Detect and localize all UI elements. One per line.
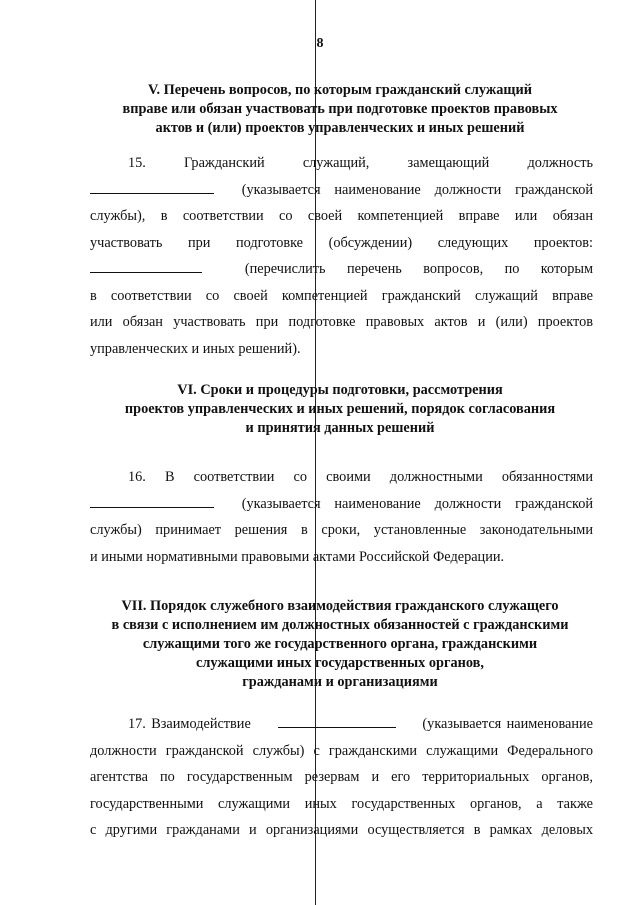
text-segment: (перечислить перечень вопросов, по которым	[244, 261, 593, 277]
heading-line: вправе или обязан участвовать при подготовке проектов правовых	[122, 101, 558, 117]
blank-field	[90, 493, 214, 508]
text-line: участвовать при подготовке (обсуждении) следующих проектов:	[90, 234, 593, 251]
heading-line: VI. Сроки и процедуры подготовки, рассмотрения	[177, 382, 503, 398]
text-line: или обязан участвовать при подготовке правовых актов и (или) проектов	[90, 314, 593, 330]
blank-field	[278, 713, 396, 728]
text-segment: (указывается наименование должности гражданской	[241, 495, 593, 512]
text-line: службы), в соответствии со своей компетенцией вправе или обязан	[90, 208, 593, 224]
heading-line: VII. Порядок служебного взаимодействия гражданского служащего	[121, 598, 559, 614]
text-segment: (указывается наименование	[422, 716, 593, 732]
section-6-heading	[80, 381, 600, 438]
heading-line: служащими иных государственных органов,	[196, 655, 484, 671]
text-line	[90, 491, 593, 518]
heading-line: актов и (или) проектов управленческих и иных решений	[155, 120, 525, 136]
text-line	[90, 177, 593, 204]
text-segment: (указывается наименование должности гражданской	[241, 181, 593, 198]
text-line: должности гражданской службы) с гражданскими служащими Федерального	[90, 742, 593, 759]
section-7-heading	[80, 597, 600, 692]
paragraph-17	[90, 711, 593, 844]
text-segment: 17. Взаимодействие	[128, 716, 251, 732]
heading-line: гражданами и организациями	[242, 674, 438, 690]
page-number: 8	[316, 36, 324, 51]
blank-field	[90, 179, 214, 194]
text-line: и иными нормативными правовыми актами Российской Федерации.	[90, 548, 505, 565]
section-5-heading	[80, 81, 600, 138]
text-line: агентства по государственным резервам и его территориальных органов,	[90, 769, 593, 785]
paragraph-15	[90, 150, 593, 362]
text-line: государственными служащими иных государственных органов, а также	[90, 795, 593, 812]
heading-line: и принятия данных решений	[245, 420, 435, 436]
heading-line: проектов управленческих и иных решений, порядок согласования	[124, 401, 556, 417]
text-line: 16. В соответствии со своими должностными обязанностями	[128, 469, 593, 485]
text-line	[90, 711, 593, 738]
text-line: службы) принимает решения в сроки, установленные законодательными	[90, 522, 593, 538]
paragraph-16	[90, 464, 593, 570]
heading-line: V. Перечень вопросов, по которым гражданский служащий	[148, 82, 532, 98]
text-line: управленческих и иных решений).	[90, 340, 301, 357]
heading-line: служащими того же государственного органа, гражданскими	[142, 636, 538, 652]
blank-field	[90, 258, 202, 273]
text-line	[90, 256, 593, 283]
text-line: с другими гражданами и организациями осуществляется в рамках деловых	[90, 822, 593, 838]
text-line: в соответствии со своей компетенцией гражданский служащий вправе	[90, 287, 593, 304]
text-line: 15. Гражданский служащий, замещающий должность	[128, 155, 593, 171]
heading-line: в связи с исполнением им должностных обязанностей с гражданскими	[111, 617, 569, 633]
